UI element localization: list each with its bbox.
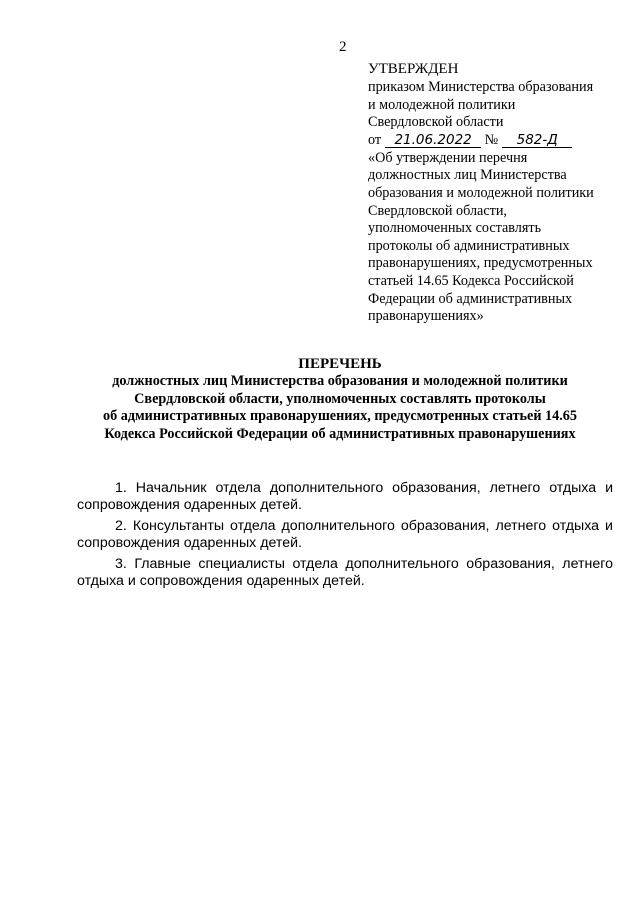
heading-line: Кодекса Российской Федерации об административных правонарушениях [104, 425, 576, 442]
approval-line: Свердловской области [368, 114, 504, 131]
approval-line: приказом Министерства образования [368, 79, 594, 95]
approved-title: УТВЕРЖДЕН [368, 61, 459, 77]
order-title-line: уполномоченных составлять [368, 220, 542, 237]
approval-block [368, 60, 618, 326]
order-title-line: «Об утверждении перечня [368, 149, 528, 166]
approval-line: и молодежной политики [368, 96, 516, 113]
order-title-line: образования и молодежной политики [368, 184, 594, 201]
heading-line: должностных лиц Министерства образования и молодежной политики [112, 373, 568, 390]
page-number: 2 [339, 39, 347, 55]
number-label: № [484, 131, 499, 148]
officials-list [77, 480, 613, 593]
list-item: 1. Начальник отдела дополнительного образования, летнего отдыха и сопровождения одаренных детей. [77, 480, 613, 514]
date-number-row [368, 132, 618, 150]
list-item: 3. Главные специалисты отдела дополнительного образования, летнего отдыха и сопровождения одаренных детей. [77, 555, 613, 590]
handwritten-date: 21.06.2022 [385, 133, 481, 148]
order-title-line: правонарушениях» [368, 308, 484, 325]
order-title-line: Свердловской области, [368, 202, 507, 219]
heading-line: Свердловской области, уполномоченных составлять протоколы [134, 390, 546, 407]
order-title-line: правонарушениях, предусмотренных [368, 255, 593, 272]
handwritten-number: 582-Д [502, 133, 572, 148]
order-title-line: протоколы об административных [368, 237, 570, 254]
heading-title: ПЕРЕЧЕНЬ [298, 356, 382, 372]
heading-line: об административных правонарушениях, предусмотренных статьей 14.65 [103, 408, 577, 425]
from-label: от [368, 131, 382, 148]
list-heading [70, 356, 610, 443]
order-title-line: должностных лиц Министерства [368, 167, 567, 184]
order-title-line: Федерации об административных [368, 290, 573, 307]
order-title-line: статьей 14.65 Кодекса Российской [368, 272, 574, 289]
list-item: 2. Консультанты отдела дополнительного образования, летнего отдыха и сопровождения одаренных детей. [77, 517, 613, 552]
